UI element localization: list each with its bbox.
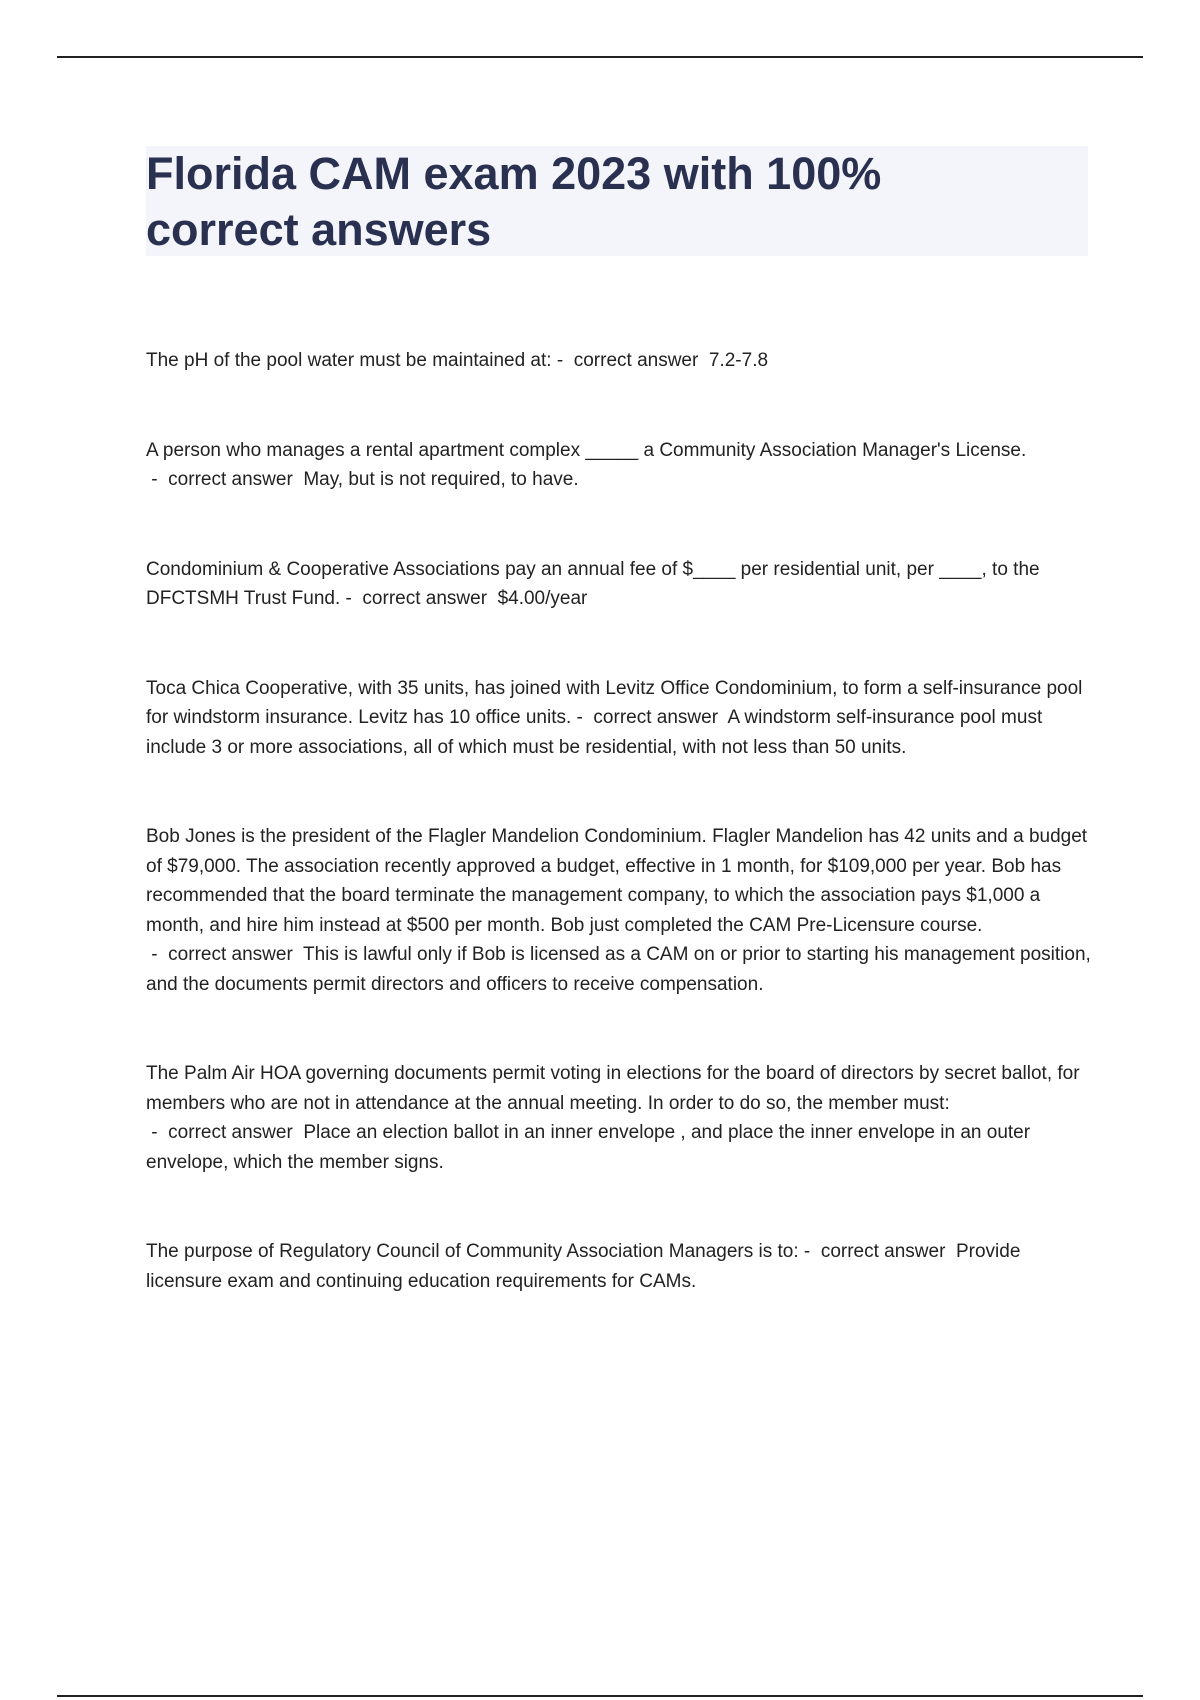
answer-text: This is lawful only if Bob is licensed as a CAM on or prior to starting his management position, and the documents permit directors and officers to receive compensation.	[146, 944, 1091, 995]
answer-label: correct answer	[593, 707, 728, 728]
answer-label: correct answer	[168, 469, 304, 490]
question-text: Condominium & Cooperative Associations pay an annual fee of $____ per residential unit, per ____, to the DFCTSMH Trust Fund.	[146, 558, 1040, 609]
qa-item	[146, 346, 1094, 376]
question-text: The purpose of Regulatory Council of Community Association Managers is to:	[146, 1241, 799, 1262]
document-title: Florida CAM exam 2023 with 100% correct answers	[146, 148, 882, 255]
separator: -	[798, 1241, 821, 1262]
answer-text: Place an election ballot in an inner envelope , and place the inner envelope in an outer envelope, which the member signs.	[146, 1122, 1031, 1173]
separator: -	[146, 469, 169, 490]
separator: -	[146, 1122, 169, 1143]
separator: -	[146, 944, 169, 965]
answer-label: correct answer	[168, 944, 303, 965]
answer-label: correct answer	[820, 1241, 956, 1262]
title-box	[146, 146, 1088, 256]
answer-text: A windstorm self-insurance pool must include 3 or more associations, all of which must be residential, with not less than 50 units.	[146, 707, 1043, 758]
qa-item	[146, 436, 1094, 495]
qa-item	[146, 674, 1094, 763]
separator: -	[571, 707, 594, 728]
qa-item	[146, 1237, 1094, 1296]
answer-label: correct answer	[573, 350, 709, 371]
answer-text: Provide licensure exam and continuing education requirements for CAMs.	[146, 1241, 1021, 1292]
qa-item	[146, 1059, 1094, 1177]
answer-label: correct answer	[168, 1122, 304, 1143]
answer-text: 7.2-7.8	[708, 350, 769, 371]
separator: -	[340, 588, 363, 609]
answer-text: May, but is not required, to have.	[303, 469, 579, 490]
question-text: A person who manages a rental apartment complex _____ a Community Association Manager's License.	[146, 439, 1027, 461]
separator: -	[551, 350, 574, 371]
qa-list	[146, 346, 1094, 1356]
qa-item	[146, 555, 1094, 614]
question-text: Bob Jones is the president of the Flagler Mandelion Condominium. Flagler Mandelion has 42 units and a budget of $79,000. The association recently approved a budget, effective in 1 month, for $109,000 per year. Bob has recommended that the board terminate the management company, to which the association pays $1,000 a month, and hire him instead at $500 per month. Bob just completed the CAM Pre-Licensure course.	[146, 826, 1088, 936]
qa-item	[146, 822, 1094, 999]
answer-text: $4.00/year	[497, 588, 588, 609]
top-rule	[57, 56, 1143, 58]
question-text: The Palm Air HOA governing documents permit voting in elections for the board of directors by secret ballot, for members who are not in attendance at the annual meeting. In order to do so, the member must:	[146, 1063, 1080, 1114]
bottom-rule	[57, 1695, 1143, 1697]
question-text: Toca Chica Cooperative, with 35 units, has joined with Levitz Office Condominium, to form a self-insurance pool for windstorm insurance. Levitz has 10 office units.	[146, 677, 1083, 728]
question-text: The pH of the pool water must be maintained at:	[146, 350, 552, 371]
answer-label: correct answer	[362, 588, 498, 609]
